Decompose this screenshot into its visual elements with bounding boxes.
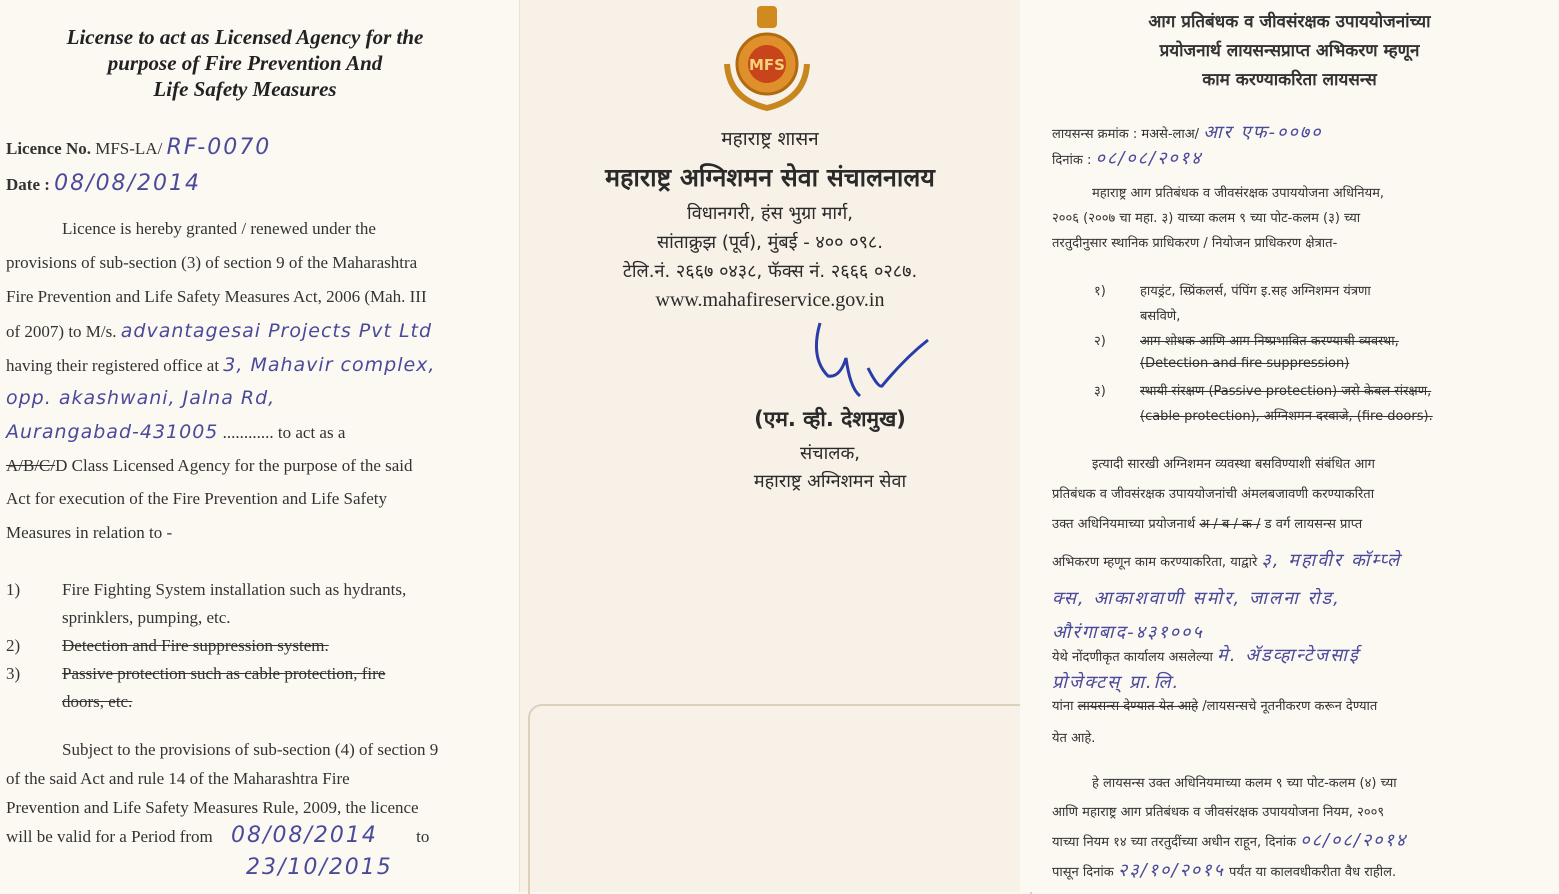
marathi-para3-line-2: आणि महाराष्ट्र आग प्रतिबंधक व जीवसंरक्षक उपाययोजना नियम, २००९ [1052,805,1385,820]
marathi-item-3 [1094,381,1431,399]
valid-to-row [246,855,393,880]
marathi-item-1-num: १) [1094,284,1106,299]
grant-line-4: of 2007) to M/s. [6,322,117,341]
item-2-num: 2) [6,636,21,655]
item-2 [6,636,329,656]
marathi-company-row-2 [1052,670,1180,694]
address-line-2-handwritten: opp. akashwani, Jalna Rd, [6,387,276,409]
website-url: www.mahafireservice.gov.in [655,289,885,311]
marathi-hand-address-2: क्स, आकाशवाणी समोर, जालना रोड, [1052,588,1341,609]
licence-prefix: MFS-LA/ [95,139,163,158]
address-line-1-handwritten: 3, Mahavir complex, [223,354,436,376]
marathi-hand-address-1: ३, महावीर कॉम्प्ले [1261,550,1402,571]
designation: संचालक, [799,443,860,464]
purpose-paragraph [6,482,484,550]
marathi-para1-line-2: २००६ (२००७ चा महा. ३) याच्या कलम ९ च्या पोट-कलम (३) च्या [1052,211,1361,226]
marathi-item-3-text: स्थायी संरक्षण (Passive protection) जसे केबल संरक्षण, [1140,384,1432,399]
address-line-1: विधानगरी, हंस भुग्रा मार्ग, [687,203,853,224]
item-3 [6,664,385,684]
validity-line-3: Prevention and Life Safety Measures Rule, 2009, the licence [6,798,419,817]
address-line-2: सांताक्रुझ (पूर्व), मुंबई - ४०० ०९८. [656,232,884,253]
validity-row [6,823,430,848]
marathi-grant-rest: /लायसन्सचे नूतनीकरण करून देण्यात [1202,699,1378,714]
marathi-licence-row [1052,120,1322,144]
marathi-para1-line-1: महाराष्ट्र आग प्रतिबंधक व जीवसंरक्षक उपाययोजना अधिनियम, [1092,186,1385,201]
date-handwritten: 08/08/2014 [54,171,201,196]
marathi-date-label: दिनांक : [1052,153,1092,168]
marathi-item-2-text: आग शोधक आणि आग निष्प्रभावित करण्याची व्यवस्था, [1140,334,1399,349]
grant-line-3: Fire Prevention and Life Safety Measures Act, 2006 (Mah. III [6,287,427,306]
marathi-hand-address-3: औरंगाबाद-४३१००५ [1052,622,1204,643]
marathi-date-row [1052,146,1203,170]
agency-tail: ............ to act as a [222,423,346,442]
item-3-num: 3) [6,664,21,683]
address-row-2 [6,388,275,409]
govt-name: महाराष्ट्र शासन [721,128,819,150]
marathi-grant-row [1052,696,1377,714]
marathi-item-1-cont: बसविणे, [1140,309,1181,324]
company-name-handwritten: advantagesai Projects Pvt Ltd [120,320,433,342]
marathi-class-struck: अ / ब / क / [1199,517,1261,532]
marathi-item-1 [1094,281,1371,299]
marathi-agency-row [1052,548,1401,572]
signatory-name: (एम. व्ही. देशमुख) [754,407,906,431]
marathi-title-line-3: काम करण्याकरिता लायसन्स [1202,70,1377,90]
company-row [6,321,432,342]
marathi-title-line-2: प्रयोजनार्थ लायसन्सप्राप्त अभिकरण म्हणून [1159,41,1420,61]
marathi-hand-company-2: प्रोजेक्टस् प्रा.लि. [1052,672,1181,693]
grant-line-2: provisions of sub-section (3) of section 9 of the Maharashtra [6,253,418,272]
marathi-hand-address-row-3 [1052,620,1204,644]
item-1 [6,580,406,600]
marathi-office-line: येथे नोंदणीकृत कार्यालय असलेल्या [1052,650,1213,665]
office-row [6,355,435,376]
marathi-item-2-cont: (Detection and fire suppression) [1140,356,1350,371]
marathi-date: ०८/०८/२०१४ [1095,148,1203,169]
marathi-title-line-1: आग प्रतिबंधक व जीवसंरक्षक उपाययोजनांच्या [1148,12,1431,32]
purpose-line-1: Act for execution of the Fire Prevention and Life Safety [6,489,387,508]
marathi-grant-pre: यांना [1052,699,1074,714]
class-row [6,456,413,476]
item-1-num: 1) [6,580,21,599]
marathi-grant-struck: लायसन्स देण्यात येत आहे [1077,699,1199,714]
validity-line-2: of the said Act and rule 14 of the Maharashtra Fire [6,769,350,788]
item-1-cont: sprinklers, pumping, etc. [62,608,231,627]
valid-from-handwritten: 08/08/2014 [231,823,378,848]
directorate-name: महाराष्ट्र अग्निशमन सेवा संचालनालय [605,163,935,192]
marathi-class-rest: ड वर्ग लायसन्स प्राप्त [1264,517,1363,532]
marathi-item-3-cont: (cable protection), अग्निशमन दरवाजे, (fire doors). [1140,409,1433,424]
marathi-valid-to: २३/१०/२०१५ [1117,860,1225,881]
marathi-agency-line: अभिकरण म्हणून काम करण्याकरिता, याद्वारे [1052,555,1258,570]
marathi-rule-line: याच्या नियम १४ च्या तरतुदींच्या अधीन राहून, दिनांक [1052,835,1297,850]
validity-line-4: will be valid for a Period from [6,827,213,846]
item-1-text: Fire Fighting System installation such as hydrants, [62,580,407,599]
phone-fax: टेलि.नं. २६६७ ०४३८, फॅक्स नं. २६६६ ०२८७. [622,261,918,282]
grant-line-1: Licence is hereby granted / renewed under the [62,219,376,238]
marathi-from-label: पासून दिनांक [1052,865,1114,880]
marathi-para2-line-2: प्रतिबंधक व जीवसंरक्षक उपाययोजनांची अंमलबजावणी करण्याकरिता [1052,487,1375,502]
item-3-cont: doors, etc. [62,692,133,711]
purpose-line-2: Measures in relation to - [6,523,173,542]
marathi-rule-row [1052,828,1407,852]
licence-number-handwritten: RF-0070 [166,135,272,160]
date-label: Date : [6,175,50,194]
marathi-licence-panel [1020,0,1559,892]
emblem-text: MFS [749,56,785,74]
office-label: having their registered office at [6,356,220,375]
date-row [6,171,201,196]
validity-paragraph [6,735,484,822]
marathi-item-2-num: २) [1094,334,1106,349]
marathi-valid-from: ०८/०८/२०१४ [1300,830,1408,851]
item-2-text: Detection and Fire suppression system. [62,636,329,655]
marathi-item-1-text: हायड्रंट, स्प्रिंकलर्स, पंपिंग इ.सह अग्निशमन यंत्रणा [1140,284,1371,299]
english-title-line-2: purpose of Fire Prevention And [107,51,383,75]
department: महाराष्ट्र अग्निशमन सेवा [753,471,907,492]
marathi-office-row [1052,643,1360,667]
address-line-3-handwritten: Aurangabad-431005 [6,421,219,443]
english-licence-panel [0,0,520,892]
marathi-para3-line-1: हे लायसन्स उक्त अधिनियमाच्या कलम ९ च्या पोट-कलम (४) च्या [1092,776,1397,791]
english-title-line-1: License to act as Licensed Agency for the [66,25,424,49]
envelope-flap [528,704,1032,894]
letterhead-panel [520,0,1020,892]
class-struck: A/B/C/ [6,456,56,475]
marathi-valid-tail: पर्यंत या कालवधीकरीता वैध राहील. [1229,865,1397,880]
marathi-para2-line-1: इत्यादी सारखी अग्निशमन व्यवस्था बसविण्याशी संबंधित आग [1092,457,1375,472]
mfs-emblem-icon [717,4,817,112]
marathi-item-3-num: ३) [1094,384,1106,399]
marathi-hand-address-row-2 [1052,586,1341,610]
marathi-title [1020,8,1559,95]
address-row-3 [6,422,345,443]
item-3-text: Passive protection such as cable protection, fire [62,664,386,683]
class-rest: D Class Licensed Agency for the purpose of the said [55,456,413,475]
signature-icon [810,318,940,408]
english-title-line-3: Life Safety Measures [153,77,337,101]
marathi-item-2 [1094,331,1399,349]
marathi-para1-line-3: तरतुदीनुसार स्थानिक प्राधिकरण / नियोजन प्राधिकरण क्षेत्रात- [1052,236,1338,251]
english-title [0,24,490,102]
licence-label: Licence No. [6,139,91,158]
marathi-class-row [1052,514,1362,532]
validity-line-1: Subject to the provisions of sub-section (4) of section 9 [62,740,439,759]
grant-paragraph [6,212,484,314]
marathi-licence-label: लायसन्स क्रमांक : मअसे-लाअ/ [1052,127,1200,142]
marathi-validity-row [1052,858,1396,882]
marathi-hand-company-1: मे. ॲडव्हान्टेजसाई [1217,645,1360,666]
licence-number-row [6,135,272,160]
marathi-licence-number: आर एफ-००७० [1203,122,1323,143]
marathi-grant-end: येत आहे. [1052,731,1096,746]
valid-to-handwritten: 23/10/2015 [246,855,393,880]
marathi-class-line: उक्त अधिनियमाच्या प्रयोजनार्थ [1052,517,1196,532]
to-word: to [416,827,430,846]
